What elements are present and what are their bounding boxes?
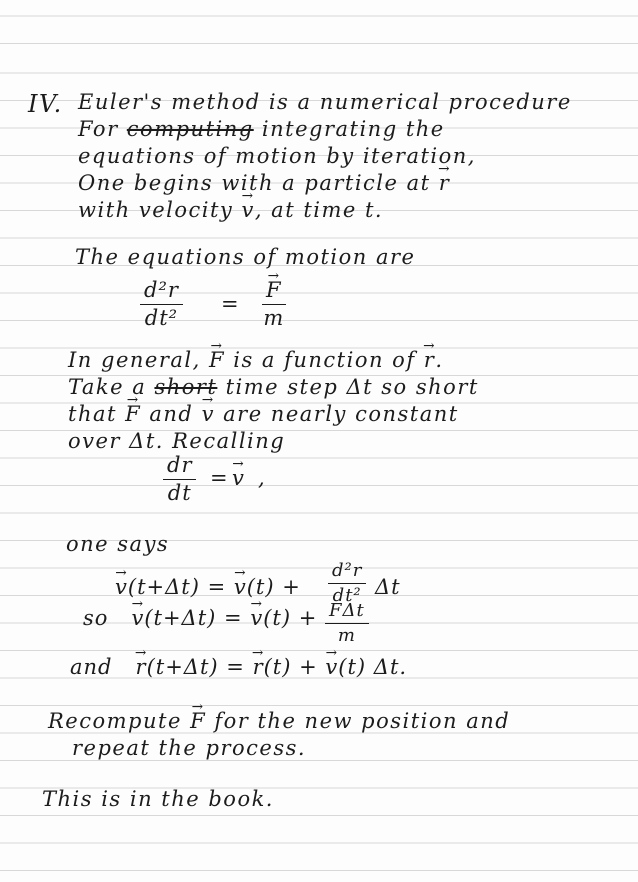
eq3-plus: (t) + (263, 655, 318, 679)
eq3-and: and (70, 655, 113, 679)
eom-rhs-fraction (262, 280, 286, 329)
eq3-mid: (t+Δt) = (146, 655, 245, 679)
vector-v: → v (234, 577, 247, 598)
text-line-3: equations of motion by iteration, (78, 144, 476, 168)
eq2-after: (t) + (263, 606, 318, 630)
text-repeat: repeat the process. (72, 736, 307, 760)
that-and: and (149, 402, 194, 426)
vector-v: → v (202, 404, 215, 425)
take-prefix: Take a (68, 375, 147, 399)
text-line-4 (78, 173, 450, 194)
text-recompute (48, 711, 510, 732)
vector-r: → r (439, 173, 451, 194)
drdt-fraction (163, 455, 196, 504)
general-end: . (435, 348, 444, 372)
eom-rhs-den: m (263, 306, 285, 330)
line2-suffix: integrating the (261, 117, 445, 141)
eom-lhs-fraction (140, 280, 183, 329)
text-that (68, 404, 459, 425)
vector-v: → v (250, 608, 263, 629)
drdt-comma: , (258, 466, 266, 490)
line4-text: One begins with a particle at (78, 171, 431, 195)
eq2-num: FΔt (329, 600, 365, 621)
update-equation-2 (83, 608, 317, 629)
eq2-den: m (337, 625, 356, 646)
line5-text: with velocity (78, 198, 234, 222)
vector-r: → r (253, 657, 264, 678)
take-suffix: time step Δt so short (225, 375, 479, 399)
vector-r: → r (424, 350, 436, 371)
drdt-den: dt (167, 481, 192, 505)
eq1-den: dt² (332, 585, 362, 606)
line5-suffix: , at time t. (254, 198, 384, 222)
text-one-says: one says (66, 532, 170, 556)
eq1-num: d²r (332, 560, 363, 581)
text-general (68, 350, 444, 371)
struck-word-short: short (154, 375, 218, 399)
eom-rhs-num: → F (262, 280, 286, 304)
text-line-2 (78, 119, 445, 140)
general-prefix: In general, (68, 348, 201, 372)
text-book: This is in the book. (42, 787, 274, 811)
vector-v: → v (241, 200, 254, 221)
eq2-fraction (325, 602, 369, 645)
eq1-delta-t: Δt (375, 575, 401, 599)
drdt-num: dr (167, 453, 193, 477)
struck-word-computing: computing (126, 117, 254, 141)
eq1-mid: (t+Δt) = (127, 575, 227, 599)
text-over: over Δt. Recalling (68, 429, 286, 453)
vector-v: → v (115, 577, 128, 598)
that-prefix: that (68, 402, 117, 426)
that-suffix: are nearly constant (223, 402, 459, 426)
recompute-prefix: Recompute (48, 709, 182, 733)
text-line-5 (78, 200, 383, 221)
eq2-so: so (83, 606, 109, 630)
general-mid: is a function of (233, 348, 416, 372)
eom-lhs-num: d²r (144, 278, 179, 302)
line2-prefix: For (78, 117, 119, 141)
eq3-end: (t) Δt. (338, 655, 408, 679)
eq2-mid: (t+Δt) = (144, 606, 243, 630)
recompute-suffix: for the new position and (214, 709, 511, 733)
vector-v: → v (131, 608, 144, 629)
drdt-equals: = (210, 466, 229, 490)
section-numeral: IV. (28, 90, 63, 118)
eq1-fraction (328, 562, 366, 605)
eq1-after: (t) + (246, 575, 301, 599)
eom-equals: = (221, 292, 240, 316)
vector-r: → r (136, 657, 147, 678)
vector-F: → F (190, 711, 206, 732)
equations-intro: The equations of motion are (75, 245, 416, 269)
vector-v: → v (325, 657, 338, 678)
update-equation-3 (70, 657, 407, 678)
vector-F: → F (125, 404, 141, 425)
text-line-1: Euler's method is a numerical procedure (78, 90, 572, 114)
vector-v: → v (232, 468, 245, 489)
eom-lhs-den: dt² (144, 306, 179, 330)
vector-F: → F (209, 350, 225, 371)
